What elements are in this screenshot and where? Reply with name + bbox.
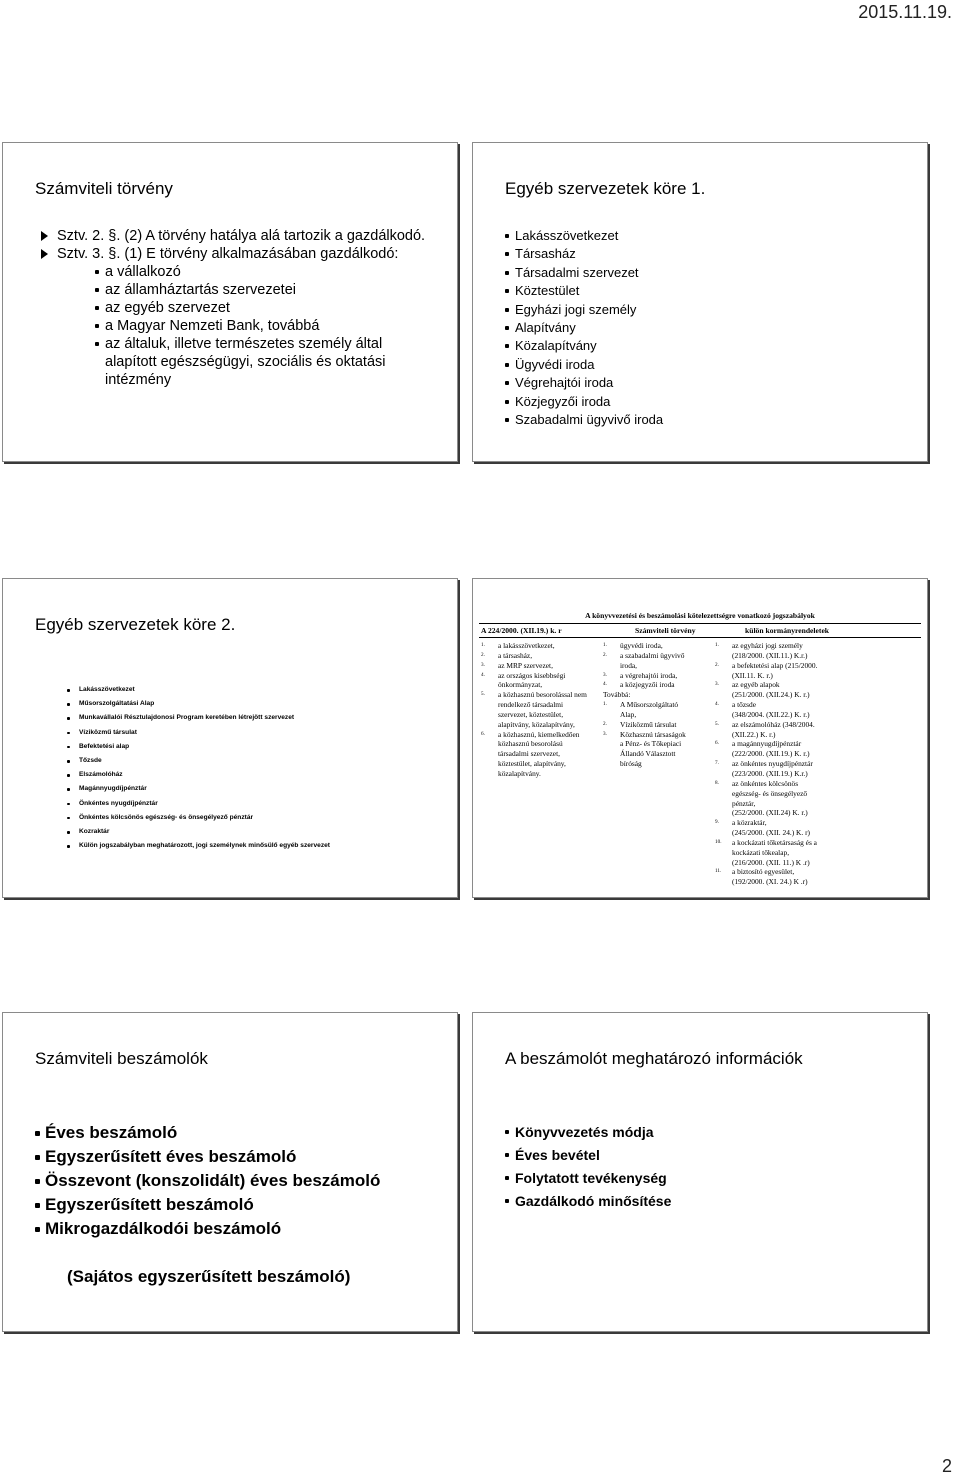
slide-szamviteli-beszamolok: [2, 1012, 458, 1332]
row-number: 7.: [715, 760, 719, 767]
row-number: 2.: [603, 720, 607, 727]
row-number: 1.: [603, 701, 607, 708]
table-row: [715, 867, 817, 877]
table-row: [481, 641, 587, 651]
row-number: 2.: [603, 651, 607, 658]
row-text: iroda,: [620, 660, 638, 670]
slide-body: [35, 227, 435, 389]
table-row: [603, 749, 686, 759]
row-number: 5.: [715, 720, 719, 727]
info-list: [505, 1121, 671, 1213]
row-text: a biztosító egyesület,: [732, 867, 795, 877]
list-item: Tőzsde: [67, 754, 330, 768]
row-text: Állandó Választott: [620, 749, 676, 759]
slide-egyeb-szervezetek-2: [2, 578, 458, 898]
row-text: a tőzsde: [732, 700, 757, 710]
row-number: 4.: [481, 671, 485, 678]
divider: [479, 623, 921, 624]
row-text: (251/2000. (XII.24.) K. r.): [732, 690, 810, 700]
organization-list: [67, 683, 330, 853]
row-text: (XII.22.) K. r.): [732, 729, 776, 739]
table-row: [603, 720, 686, 730]
list-item: Külön jogszabályban meghatározott, jogi személynek minősülő egyéb szervezet: [67, 839, 330, 853]
divider: [479, 637, 921, 638]
arrow-item-text: Sztv. 3. §. (1) E törvény alkalmazásában gazdálkodó:: [57, 246, 399, 262]
row-text: bíróság: [620, 759, 642, 769]
row-text: a Pénz- és Tőkepiaci: [620, 739, 682, 749]
table-title: A könyvvezetési és beszámolási kötelezettségre vonatkozó jogszabályok: [585, 611, 815, 620]
table-row: [603, 661, 686, 671]
row-text: (245/2000. (XII. 24.) K. r): [732, 828, 810, 838]
row-number: 5.: [481, 691, 485, 698]
row-number: 3.: [481, 661, 485, 668]
slide-jogszabalyok-table: [472, 578, 928, 898]
row-text: kockázati tőkealap,: [732, 847, 790, 857]
table-row: [481, 671, 587, 681]
row-number: 9.: [715, 819, 719, 826]
list-item: Folytatott tevékenység: [505, 1167, 671, 1190]
table-row: [715, 641, 817, 651]
row-text: Továbbá:: [603, 690, 631, 700]
row-text: a szabadalmi ügyvivő: [620, 650, 685, 660]
slide-note: (Sajátos egyszerűsített beszámoló): [67, 1267, 351, 1286]
row-text: (216/2000. (XII. 11.) K .r): [732, 857, 810, 867]
table-header-col1: A 224/2000. (XII.19.) k. r: [481, 626, 562, 635]
list-item: Lakásszövetkezet: [505, 227, 663, 245]
row-text: a közhasznú, kiemelkedően: [498, 729, 580, 739]
row-text: (XII.11. K. r.): [732, 670, 773, 680]
table-row: [715, 710, 817, 720]
row-text: a végrehajtói iroda,: [620, 670, 678, 680]
table-row: [481, 759, 587, 769]
list-item: Egyházi jogi személy: [505, 301, 663, 319]
table-row: [603, 759, 686, 769]
row-text: közhasznú besorolású: [498, 739, 563, 749]
list-item: Köztestület: [505, 282, 663, 300]
table-row: [481, 651, 587, 661]
row-number: 2.: [715, 661, 719, 668]
row-text: (192/2000. (XI. 24.) K .r): [732, 877, 808, 887]
list-item: Közjegyzői iroda: [505, 393, 663, 411]
table-row: [481, 661, 587, 671]
list-item: Ügyvédi iroda: [505, 356, 663, 374]
table-row: [715, 759, 817, 769]
table-row: [481, 720, 587, 730]
table-row: [603, 671, 686, 681]
table-header-col2: Számviteli törvény: [635, 626, 696, 635]
row-number: 1.: [715, 642, 719, 648]
row-number: 3.: [603, 671, 607, 678]
table-column-3: [715, 641, 817, 887]
row-text: az egyéb alapok: [732, 680, 780, 690]
list-item: Mikrogazdálkodói beszámoló: [35, 1217, 380, 1241]
row-text: a befektetési alap (215/2000.: [732, 660, 818, 670]
row-text: az elszámolóház (348/2004.: [732, 719, 815, 729]
table-row: [603, 710, 686, 720]
row-number: 3.: [715, 681, 719, 688]
arrow-bullet-icon: [41, 249, 48, 259]
table-row: [603, 680, 686, 690]
table-header-col3: külön kormányrendeletek: [745, 626, 830, 635]
table-row: [481, 710, 587, 720]
row-number: 11.: [715, 868, 722, 875]
table-row: [715, 877, 817, 887]
row-number: 3.: [603, 730, 607, 737]
row-text: (223/2000. (XII.19.) K.r.): [732, 768, 808, 778]
row-text: közalapítvány.: [498, 768, 541, 778]
row-number: 2.: [481, 651, 485, 658]
row-number: 6.: [481, 730, 485, 737]
report-type-list: [35, 1121, 380, 1241]
list-item: az államháztartás szervezetei: [95, 281, 435, 299]
row-text: Közhasznú társaságok: [620, 729, 686, 739]
list-item: a vállalkozó: [95, 263, 435, 281]
row-text: a lakásszövetkezet,: [498, 641, 555, 650]
row-text: az MRP szervezet,: [498, 660, 553, 670]
row-text: a magánnyugdíjpénztár: [732, 739, 802, 749]
row-text: a társasház,: [498, 650, 533, 660]
list-item: Éves bevétel: [505, 1144, 671, 1167]
table-row: [715, 799, 817, 809]
row-number: 1.: [603, 642, 607, 648]
table-row: [481, 749, 587, 759]
row-number: 4.: [603, 681, 607, 688]
row-text: alapítvány, közalapítvány,: [498, 719, 575, 729]
row-text: (252/2000. (XII.24) K. r.): [732, 808, 808, 818]
table-row: [481, 690, 587, 700]
table-row: [481, 700, 587, 710]
row-text: a közhasznú besorolással nem: [498, 690, 587, 700]
table-row: [715, 828, 817, 838]
table-row: [715, 789, 817, 799]
table-row: [481, 739, 587, 749]
list-item: az általuk, illetve természetes személy által alapított egészségügyi, szociális és oktatási intézmény: [95, 335, 435, 389]
table-row: [715, 730, 817, 740]
row-text: az önkéntes nyugdíjpénztár: [732, 759, 813, 769]
row-text: köztestület, alapítvány,: [498, 759, 566, 769]
row-text: (348/2004. (XII.22.) K. r.): [732, 709, 810, 719]
row-text: az önkéntes kölcsönös: [732, 778, 799, 788]
row-text: Víziközmű társulat: [620, 719, 677, 729]
table-row: [603, 651, 686, 661]
list-item: Végrehajtói iroda: [505, 374, 663, 392]
list-item: Könyvvezetés módja: [505, 1121, 671, 1144]
list-item: Szabadalmi ügyvivő iroda: [505, 411, 663, 429]
list-item: Munkavállalói Résztulajdonosi Program keretében létrejött szervezet: [67, 711, 330, 725]
row-number: 4.: [715, 701, 719, 708]
list-item: Lakásszövetkezet: [67, 683, 330, 697]
table-row: [715, 680, 817, 690]
table-row: [715, 671, 817, 681]
table-row: [481, 730, 587, 740]
row-text: társadalmi szervezet,: [498, 749, 560, 759]
list-item: Közalapítvány: [505, 337, 663, 355]
gazdalkodo-list: [35, 263, 435, 389]
arrow-item-text: Sztv. 2. §. (2) A törvény hatálya alá tartozik a gazdálkodó.: [57, 228, 426, 244]
list-item: Egyszerűsített éves beszámoló: [35, 1145, 380, 1169]
table-row: [715, 651, 817, 661]
table-row: [715, 720, 817, 730]
slide-title: A beszámolót meghatározó információk: [505, 1049, 803, 1068]
list-item: Egyszerűsített beszámoló: [35, 1193, 380, 1217]
table-row: [603, 690, 686, 700]
row-number: 10.: [715, 838, 722, 845]
row-text: egészség- és önsegélyező: [732, 788, 808, 798]
slide-title: Számviteli törvény: [35, 179, 173, 198]
page-number: 2: [941, 1456, 952, 1476]
list-item: a Magyar Nemzeti Bank, továbbá: [95, 317, 435, 335]
row-text: szervezet, köztestület,: [498, 709, 564, 719]
row-text: önkormányzat,: [498, 680, 543, 690]
table-row: [715, 838, 817, 848]
table-row: [481, 680, 587, 690]
table-row: [715, 690, 817, 700]
row-text: Alap,: [620, 709, 637, 719]
row-text: az országos kisebbségi: [498, 670, 566, 680]
list-item: Alapítvány: [505, 319, 663, 337]
arrow-item: [35, 227, 435, 245]
table-row: [603, 641, 686, 651]
row-text: a közjegyzői iroda: [620, 680, 675, 690]
table-row: [603, 700, 686, 710]
row-text: a közraktár,: [732, 818, 767, 828]
list-item: Víziközmű társulat: [67, 726, 330, 740]
list-item: az egyéb szervezet: [95, 299, 435, 317]
table-row: [603, 739, 686, 749]
row-text: pénztár,: [732, 798, 756, 808]
row-number: 6.: [715, 740, 719, 747]
table-row: [715, 858, 817, 868]
table-row: [715, 848, 817, 858]
list-item: Kozraktár: [67, 825, 330, 839]
table-row: [715, 769, 817, 779]
list-item: Éves beszámoló: [35, 1121, 380, 1145]
row-text: (222/2000. (XII.19.) K. r.): [732, 749, 810, 759]
list-item: Műsorszolgáltatási Alap: [67, 697, 330, 711]
slide-egyeb-szervezetek-1: [472, 142, 928, 462]
row-text: a kockázati tőketársaság és a: [732, 837, 817, 847]
list-item: Magánnyugdíjpénztár: [67, 782, 330, 796]
list-item: Összevont (konszolidált) éves beszámoló: [35, 1169, 380, 1193]
slide-beszamolot-meghatarozo: [472, 1012, 928, 1332]
row-text: A Műsorszolgáltató: [620, 700, 679, 710]
row-text: (218/2000. (XII.11.) K.r.): [732, 650, 808, 660]
slide-title: Számviteli beszámolók: [35, 1049, 208, 1068]
list-item: Befektetési alap: [67, 740, 330, 754]
list-item: Önkéntes nyugdíjpénztár: [67, 797, 330, 811]
table-row: [715, 808, 817, 818]
table-row: [715, 700, 817, 710]
list-item: Gazdálkodó minősítése: [505, 1190, 671, 1213]
row-number: 8.: [715, 779, 719, 786]
row-text: az egyházi jogi személy: [732, 641, 803, 650]
arrow-bullet-icon: [41, 231, 48, 241]
row-number: 1.: [481, 642, 485, 648]
table-row: [715, 779, 817, 789]
organization-list: [505, 227, 663, 429]
table-row: [715, 739, 817, 749]
slide-szamviteli-torveny: [2, 142, 458, 462]
table-column-1: [481, 641, 587, 779]
table-row: [715, 661, 817, 671]
row-text: ügyvédi iroda,: [620, 641, 663, 650]
table-row: [715, 749, 817, 759]
table-column-2: [603, 641, 686, 769]
table-row: [481, 769, 587, 779]
arrow-item: [35, 245, 435, 263]
print-date: 2015.11.19.: [858, 2, 952, 22]
slide-title: Egyéb szervezetek köre 1.: [505, 179, 706, 198]
list-item: Társadalmi szervezet: [505, 264, 663, 282]
row-text: rendelkező társadalmi: [498, 700, 564, 710]
list-item: Önkéntes kölcsönös egészség- és önsegélyező pénztár: [67, 811, 330, 825]
list-item: Társasház: [505, 245, 663, 263]
slide-title: Egyéb szervezetek köre 2.: [35, 615, 236, 634]
table-row: [715, 818, 817, 828]
table-row: [603, 730, 686, 740]
list-item: Elszámolóház: [67, 768, 330, 782]
